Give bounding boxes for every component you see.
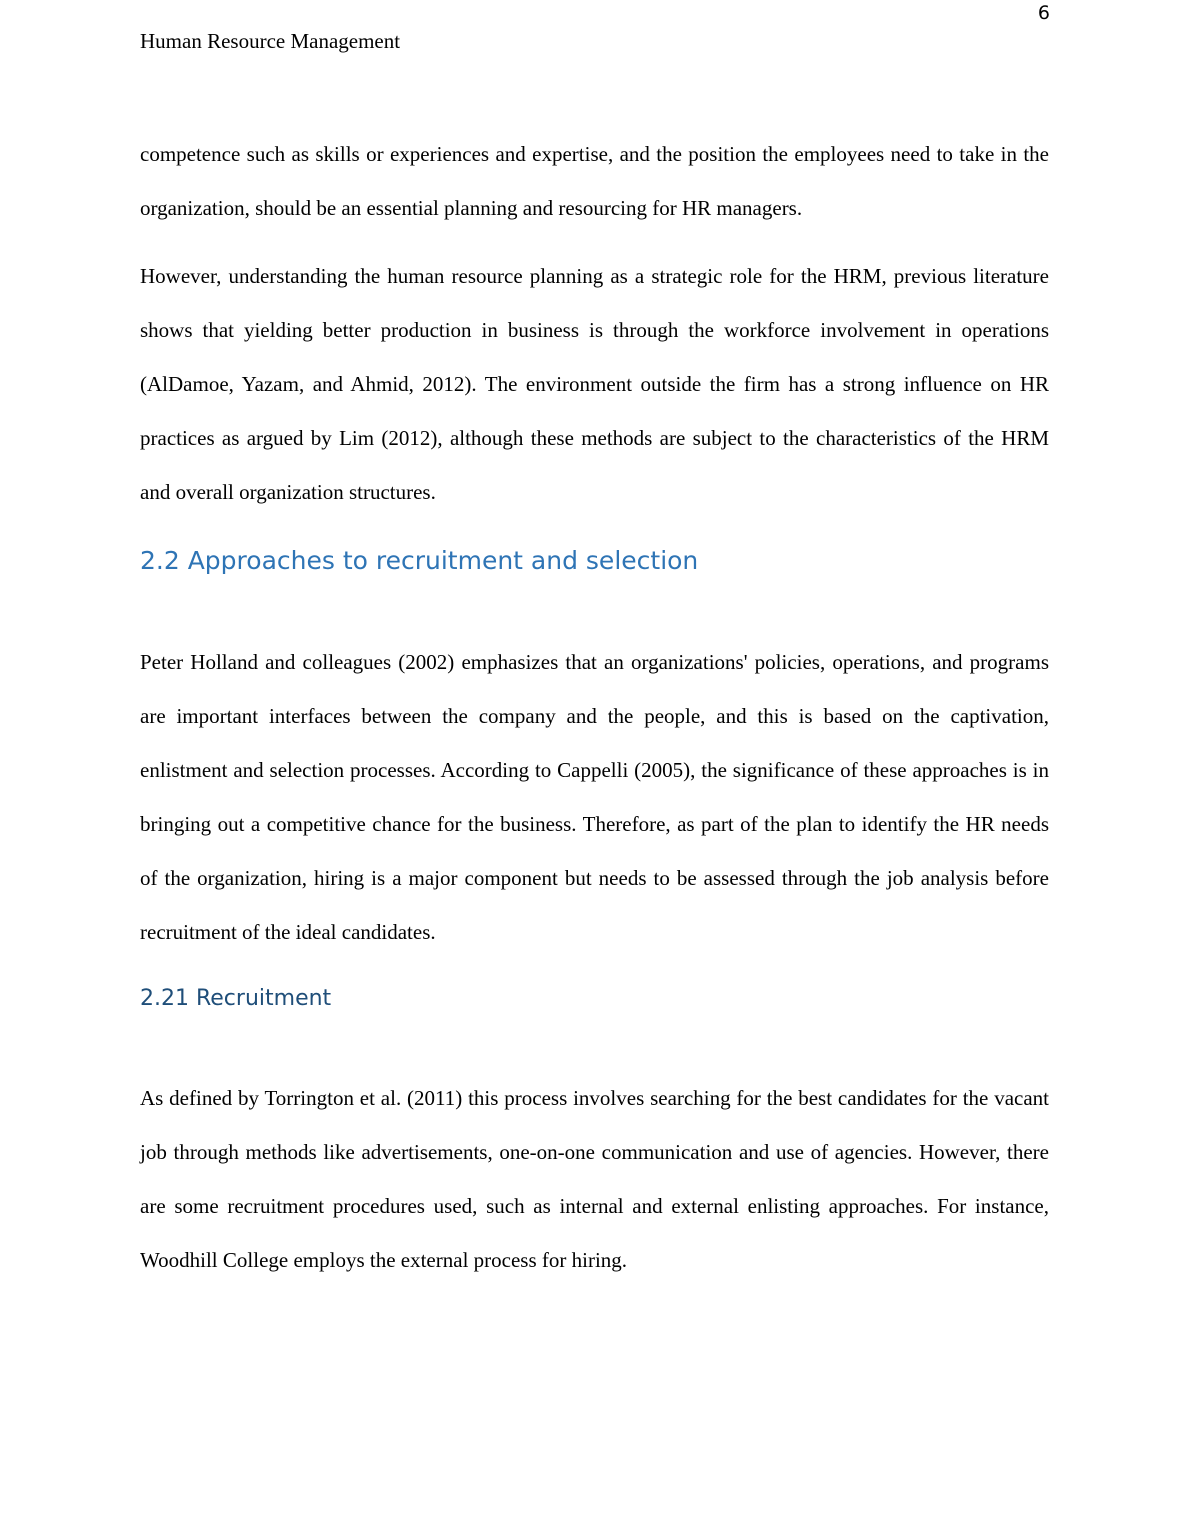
page-number: 6 <box>1037 2 1050 24</box>
paragraph-4: As defined by Torrington et al. (2011) this process involves searching for the best candidates for the vacant job through methods like advertisements, one-on-one communication and use of agencies. However, there are some recruitment procedures used, such as internal and external enlisting approaches. For instance, Woodhill College employs the external process for hiring. <box>140 1086 1049 1272</box>
section-heading-2-2: 2.2 Approaches to recruitment and selection <box>140 546 699 575</box>
paragraph-2: However, understanding the human resource planning as a strategic role for the HRM, previous literature shows that yielding better production in business is through the workforce involvement in operations (AlDamoe, Yazam, and Ahmid, 2012). The environment outside the firm has a strong influence on HR practices as argued by Lim (2012), although these methods are subject to the characteristics of the HRM and overall organization structures. <box>140 264 1049 504</box>
section-heading-2-21: 2.21 Recruitment <box>140 986 332 1011</box>
running-head: Human Resource Management <box>140 29 401 53</box>
paragraph-3: Peter Holland and colleagues (2002) emphasizes that an organizations' policies, operations, and programs are important interfaces between the company and the people, and this is based on the captivation, enlistment and selection processes. According to Cappelli (2005), the significance of these approaches is in bringing out a competitive chance for the business. Therefore, as part of the plan to identify the HR needs of the organization, hiring is a major component but needs to be assessed through the job analysis before recruitment of the ideal candidates. <box>140 650 1049 944</box>
paragraph-1: competence such as skills or experiences and expertise, and the position the employees need to take in the organization, should be an essential planning and resourcing for HR managers. <box>140 142 1049 220</box>
